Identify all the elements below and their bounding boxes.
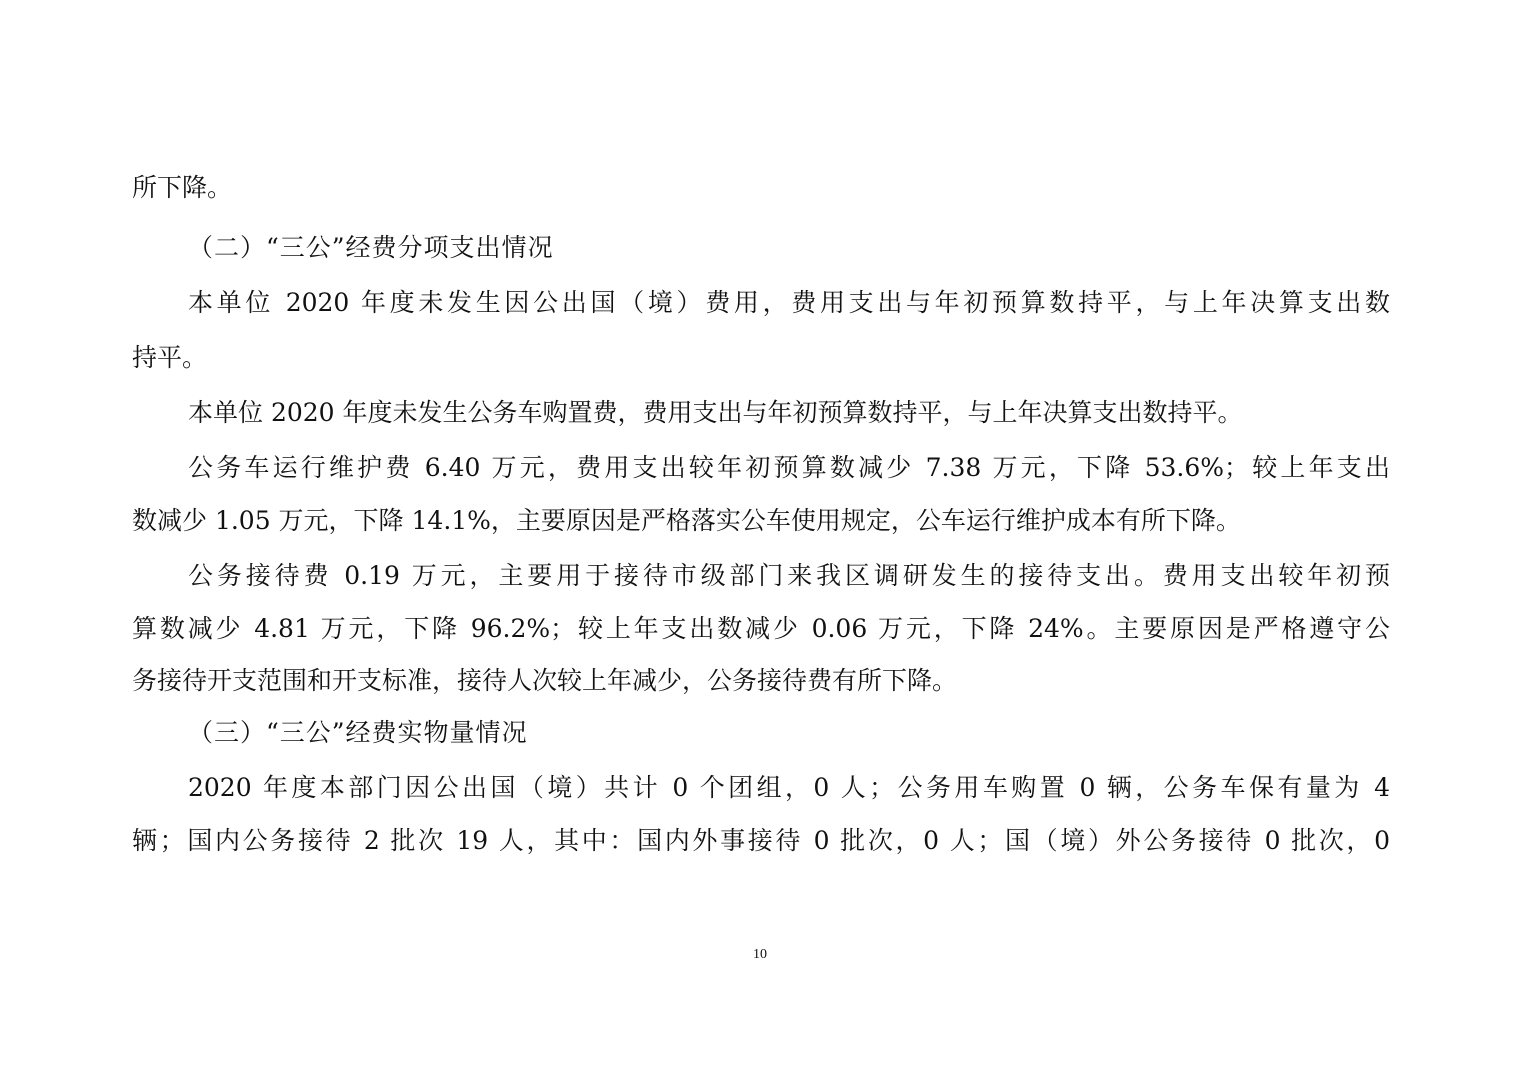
section-heading-itemized-expenses: （二）“三公”经费分项支出情况 [188, 233, 554, 262]
paragraph-overseas-travel-line-2: 持平。 [132, 343, 208, 372]
paragraph-vehicle-maintenance-line-1: 公务车运行维护费 6.40 万元，费用支出较年初预算数减少 7.38 万元，下降 53.6%；较上年支出 [188, 453, 1390, 482]
paragraph-quantities-line-2: 辆；国内公务接待 2 批次 19 人，其中：国内外事接待 0 批次，0 人；国（境）外公务接待 0 批次，0 [132, 826, 1390, 855]
paragraph-vehicle-maintenance-line-2: 数减少 1.05 万元，下降 14.1%，主要原因是严格落实公车使用规定，公车运行维护成本有所下降。 [132, 506, 1241, 535]
section-heading-physical-quantities: （三）“三公”经费实物量情况 [188, 718, 528, 747]
paragraph-reception-line-1: 公务接待费 0.19 万元，主要用于接待市级部门来我区调研发生的接待支出。费用支出较年初预 [188, 561, 1390, 590]
page-number: 10 [753, 947, 767, 962]
text-line-continuation: 所下降。 [132, 173, 233, 202]
paragraph-quantities-line-1: 2020 年度本部门因公出国（境）共计 0 个团组，0 人；公务用车购置 0 辆，公务车保有量为 4 [188, 773, 1390, 802]
paragraph-vehicle-purchase: 本单位 2020 年度未发生公务车购置费，费用支出与年初预算数持平，与上年决算支出数持平。 [188, 398, 1243, 427]
paragraph-reception-line-2: 算数减少 4.81 万元，下降 96.2%；较上年支出数减少 0.06 万元，下降 24%。主要原因是严格遵守公 [132, 614, 1390, 643]
paragraph-reception-line-3: 务接待开支范围和开支标准，接待人次较上年减少，公务接待费有所下降。 [132, 666, 958, 695]
paragraph-overseas-travel-line-1: 本单位 2020 年度未发生因公出国（境）费用，费用支出与年初预算数持平，与上年决算支出数 [188, 288, 1390, 317]
